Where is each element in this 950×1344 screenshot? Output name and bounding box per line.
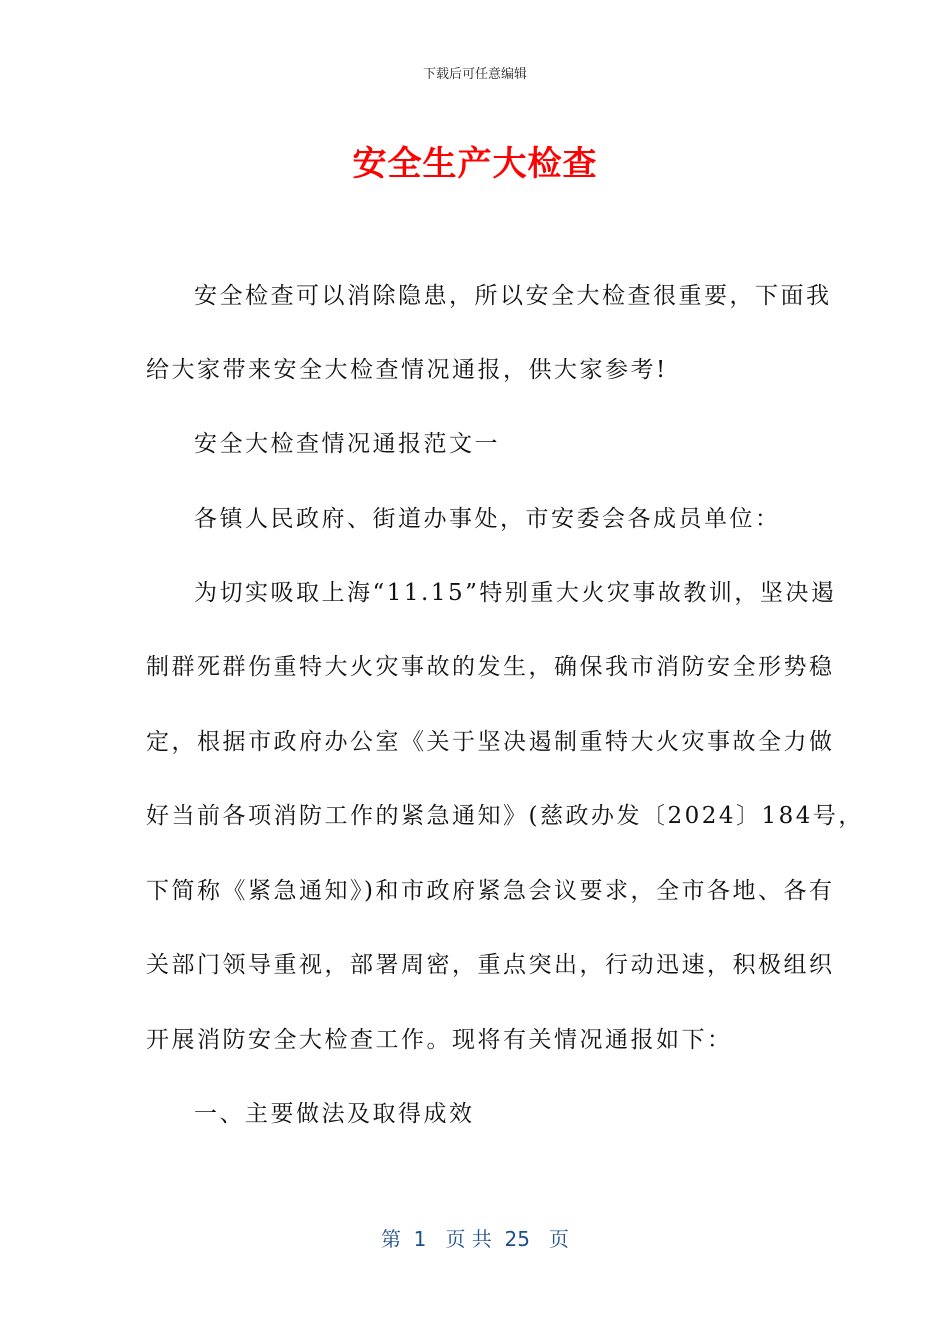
body-line-8: 好当前各项消防工作的紧急通知》(慈政办发〔2024〕184号，: [146, 803, 864, 829]
body-line-2: 给大家带来安全大检查情况通报，供大家参考!: [146, 357, 668, 383]
body-line-5: 为切实吸取上海“11.15”特别重大火灾事故教训，坚决遏: [194, 580, 837, 606]
section-heading-main-practices: 一、主要做法及取得成效: [194, 1101, 475, 1127]
body-line-7: 定，根据市政府办公室《关于坚决遏制重特大火灾事故全力做: [146, 729, 835, 755]
page-title: 安全生产大检查: [352, 144, 598, 184]
body-line-10: 关部门领导重视，部署周密，重点突出，行动迅速，积极组织: [146, 952, 835, 978]
section-heading-sample-one: 安全大检查情况通报范文一: [194, 431, 500, 457]
body-line-11: 开展消防安全大检查工作。现将有关情况通报如下：: [146, 1027, 733, 1053]
header-note: 下载后可任意编辑: [422, 67, 527, 82]
body-line-9: 下简称《紧急通知》)和市政府紧急会议要求，全市各地、各有: [146, 878, 835, 904]
salutation-line: 各镇人民政府、街道办事处，市安委会各成员单位：: [194, 506, 781, 532]
body-line-6: 制群死群伤重特大火灾事故的发生，确保我市消防安全形势稳: [146, 654, 835, 680]
body-line-1: 安全检查可以消除隐患，所以安全大检查很重要，下面我: [194, 283, 832, 309]
page-number-footer: 第 1 页 共 25 页: [380, 1227, 570, 1251]
